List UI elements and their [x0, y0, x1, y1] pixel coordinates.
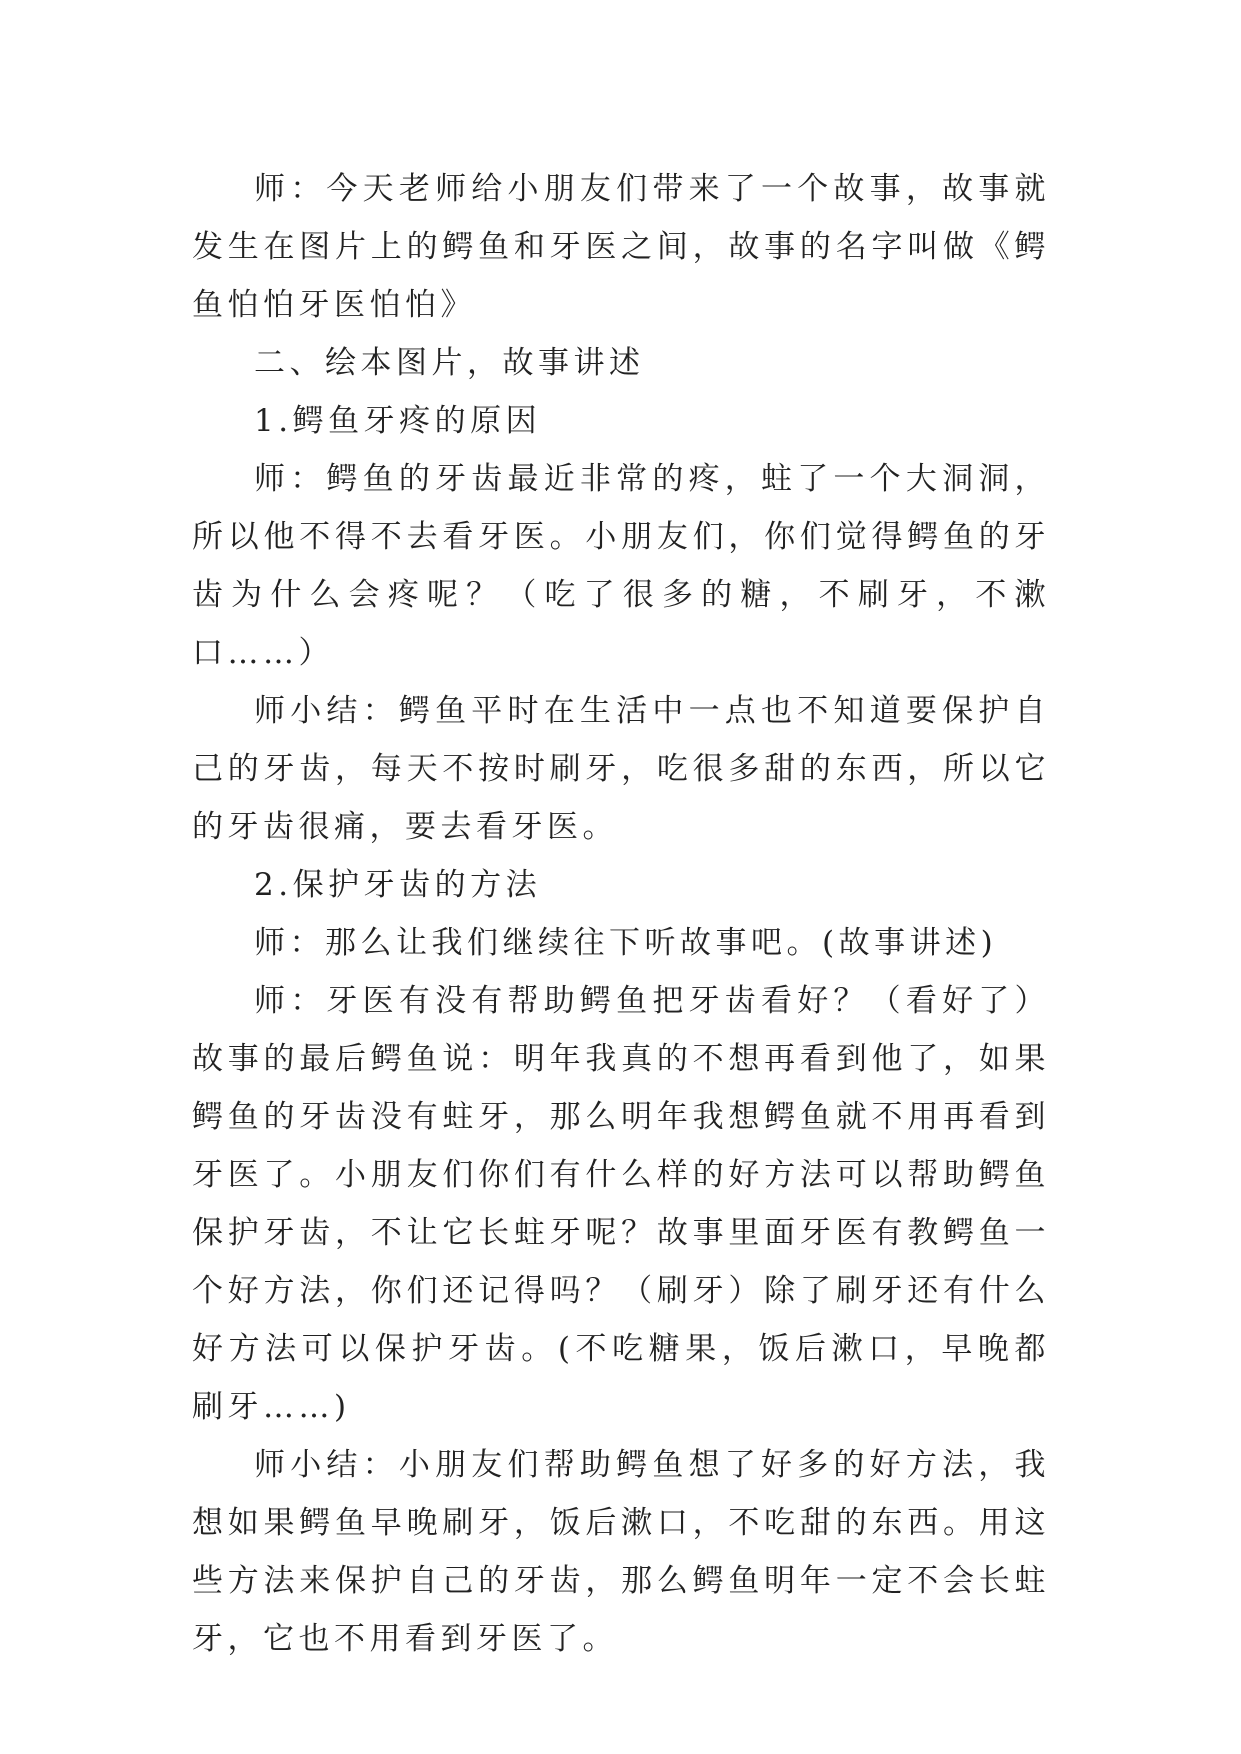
paragraph-dentist-question: 师：牙医有没有帮助鳄鱼把牙齿看好？（看好了）故事的最后鳄鱼说：明年我真的不想再看到他了，如果鳄鱼的牙齿没有蛀牙，那么明年我想鳄鱼就不用再看到牙医了。小朋友们你们有什么样的好方法可以帮助鳄鱼保护牙齿，不让它长蛀牙呢？故事里面牙医有教鳄鱼一个好方法，你们还记得吗？（刷牙）除了刷牙还有什么好方法可以保护牙齿。(不吃糖果，饭后漱口，早晚都刷牙……): [192, 983, 1050, 1425]
paragraph-summary-2: 师小结：小朋友们帮助鳄鱼想了好多的好方法，我想如果鳄鱼早晚刷牙，饭后漱口，不吃甜的东西。用这些方法来保护自己的牙齿，那么鳄鱼明年一定不会长蛀牙，它也不用看到牙医了。: [192, 1447, 1050, 1657]
paragraph-summary-1: 师小结：鳄鱼平时在生活中一点也不知道要保护自己的牙齿，每天不按时刷牙，吃很多甜的东西，所以它的牙齿很痛，要去看牙医。: [192, 693, 1050, 845]
paragraph-toothache: 师：鳄鱼的牙齿最近非常的疼，蛀了一个大洞洞，所以他不得不去看牙医。小朋友们，你们觉得鳄鱼的牙齿为什么会疼呢？（吃了很多的糖，不刷牙，不漱口……）: [192, 461, 1050, 671]
subheading-toothache-cause: 1.鳄鱼牙疼的原因: [254, 403, 542, 439]
section-heading-2: 二、绘本图片，故事讲述: [254, 345, 645, 381]
document-body: [192, 160, 1050, 1668]
paragraph-continue-story: 师：那么让我们继续往下听故事吧。(故事讲述): [254, 925, 998, 961]
paragraph-intro: 师：今天老师给小朋友们带来了一个故事，故事就发生在图片上的鳄鱼和牙医之间，故事的名字叫做《鳄鱼怕怕牙医怕怕》: [192, 171, 1050, 323]
subheading-protect-teeth: 2.保护牙齿的方法: [254, 867, 542, 903]
